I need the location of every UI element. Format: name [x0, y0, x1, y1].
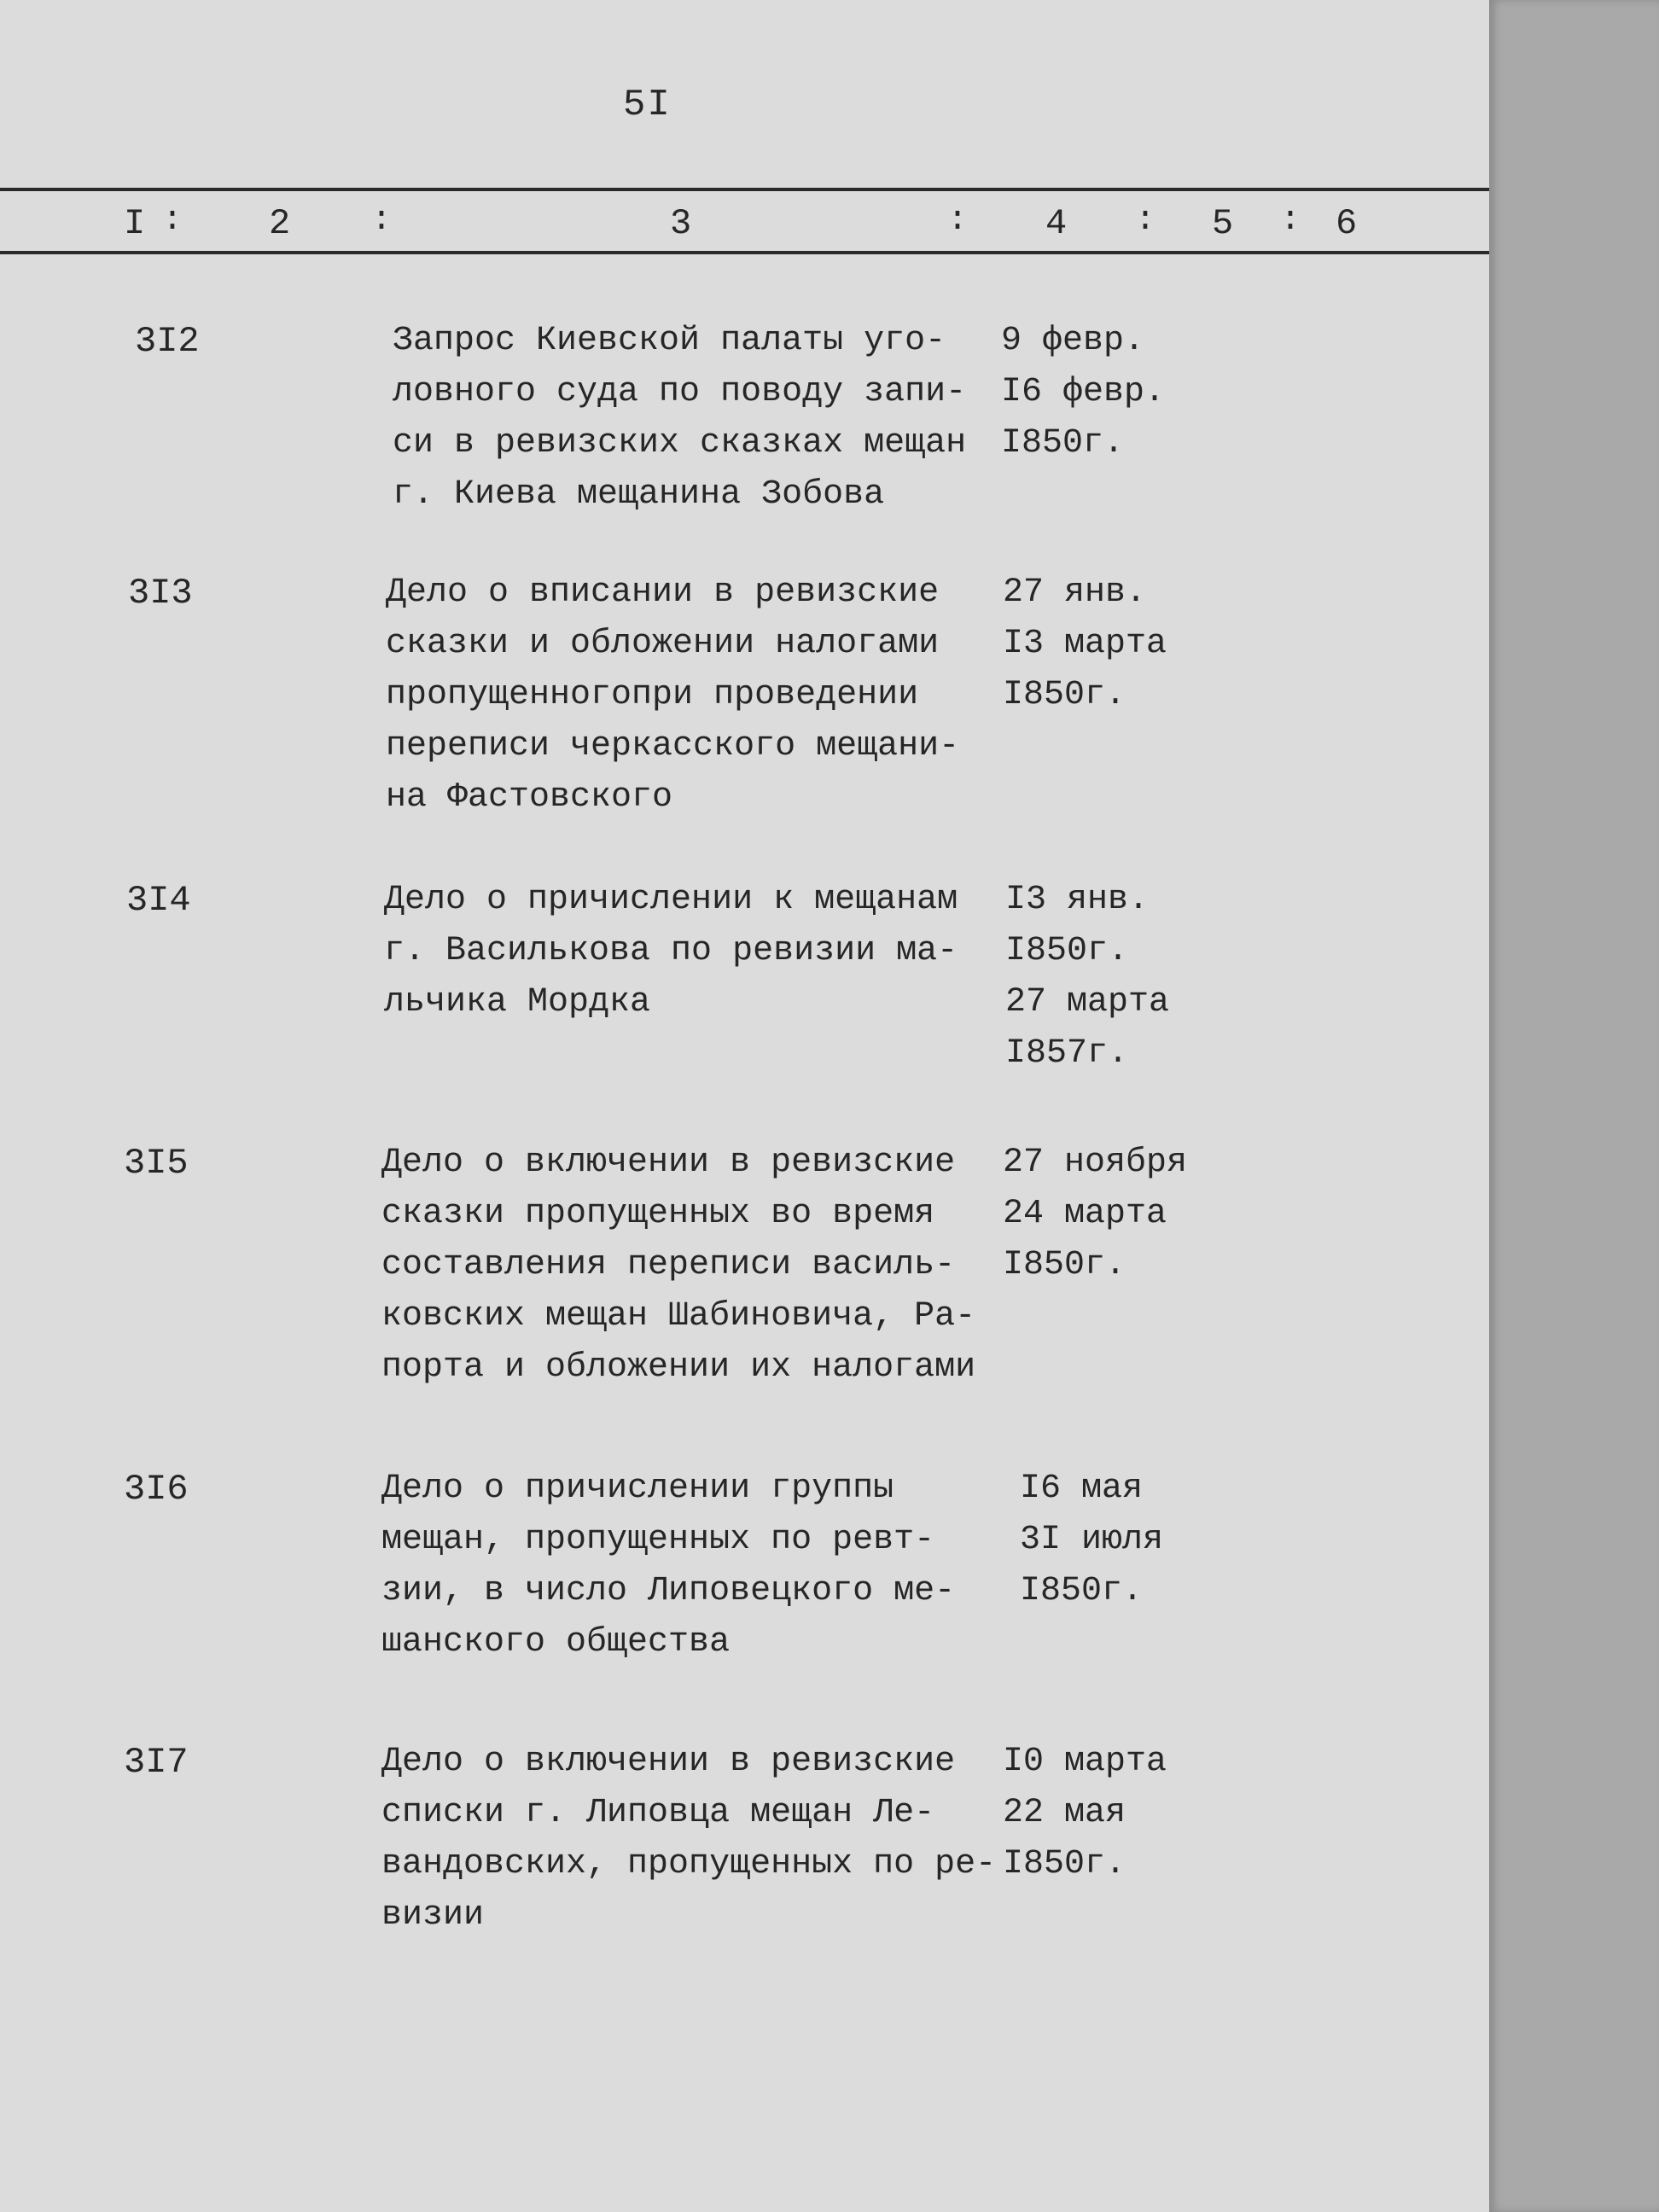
entry-dates: 9 февр. I6 февр. I850г. [1001, 322, 1166, 463]
column-separator: : [162, 201, 183, 240]
header-rule-bottom [0, 251, 1489, 254]
entry-dates: I0 марта 22 мая I850г. [1003, 1743, 1167, 1883]
entry-description: Дело о включении в ревизские списки г. Липовца мещан Ле- вандовских, пропущенных по ре- визии [381, 1743, 997, 1935]
entry-description: Дело о причислении к мещанам г. Василькова по ревизии ма- льчика Мордка [384, 881, 958, 1022]
column-header-3: 3 [670, 203, 692, 244]
entry-dates: I3 янв. I850г. 27 марта I857г. [1005, 881, 1170, 1073]
column-separator: : [371, 201, 393, 240]
entry-description: Дело о причислении группы мещан, пропущенных по ревт- зии, в число Липовецкого ме- шанского общества [381, 1470, 956, 1662]
entry-dates: 27 янв. I3 марта I850г. [1003, 573, 1167, 714]
column-separator: : [947, 201, 969, 240]
page-number: 5I [623, 84, 672, 126]
column-header-5: 5 [1212, 203, 1234, 244]
column-separator: : [1280, 201, 1301, 240]
column-separator: : [1135, 201, 1156, 240]
entry-description: Дело о включении в ревизские сказки пропущенных во время составления переписи василь- ковских мещан Шабиновича, Ра- порта и обложении их налогами [381, 1144, 976, 1387]
column-header-6: 6 [1336, 203, 1358, 244]
column-header-2: 2 [269, 203, 291, 244]
entry-description: Дело о вписании в ревизские сказки и обложении налогами пропущенногопри проведении переписи черкасского мещани- на Фастовского [386, 573, 960, 817]
background-surface [1489, 0, 1659, 2212]
entry-number: 3I5 [124, 1143, 189, 1184]
header-rule-top [0, 188, 1489, 191]
column-header-1: I [124, 203, 146, 244]
entry-description: Запрос Киевской палаты уго- ловного суда по поводу запи- си в ревизских сказках мещан г. Киева мещанина Зобова [393, 322, 967, 514]
entry-dates: I6 мая 3I июля I850г. [1020, 1470, 1164, 1610]
entry-number: 3I7 [124, 1742, 189, 1783]
entry-dates: 27 ноября 24 марта I850г. [1003, 1144, 1188, 1284]
entry-number: 3I4 [126, 880, 191, 921]
entry-number: 3I3 [128, 573, 193, 614]
column-header-4: 4 [1045, 203, 1068, 244]
entry-number: 3I2 [135, 321, 200, 362]
entry-number: 3I6 [124, 1469, 189, 1510]
